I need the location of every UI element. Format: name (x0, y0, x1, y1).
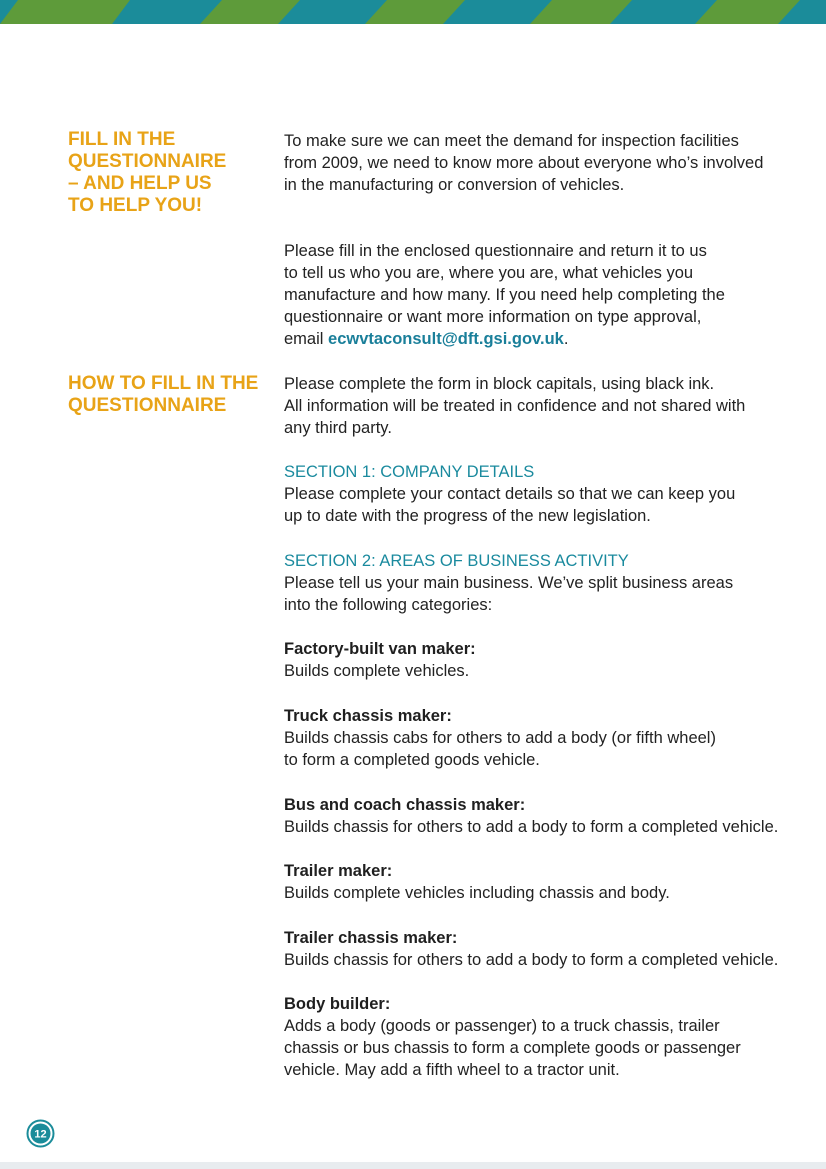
section-2-text: Please tell us your main business. We’ve split business areas into the following categories: (284, 574, 734, 614)
category-text: Builds complete vehicles including chassis and body. (284, 884, 670, 902)
category-text: Adds a body (goods or passenger) to a truck chassis, trailer chassis or bus chassis to form a complete goods or passenger vehicle. May add a fifth wheel to a tractor unit. (284, 1017, 741, 1079)
email-suffix: . (563, 330, 569, 348)
top-decorative-band (0, 0, 826, 24)
category-title: Truck chassis maker: (284, 707, 452, 725)
category-title: Body builder: (284, 995, 391, 1013)
section-1-text: Please complete your contact details so that we can keep you up to date with the progress of the new legislation. (284, 485, 736, 525)
category-title: Bus and coach chassis maker: (284, 796, 526, 814)
category-title: Factory-built van maker: (284, 640, 476, 658)
category-text: Builds complete vehicles. (284, 662, 470, 680)
page-number: 12 (34, 1128, 47, 1141)
section-2-title: SECTION 2: AREAS OF BUSINESS ACTIVITY (284, 552, 629, 570)
category-text: Builds chassis for others to add a body to form a completed vehicle. (284, 951, 779, 969)
contact-email-link[interactable]: ecwvtaconsult@dft.gsi.gov.uk (328, 330, 564, 348)
email-prefix: email (284, 330, 329, 348)
band-stripe (0, 0, 130, 24)
fill-in-para-1: To make sure we can meet the demand for inspection facilities from 2009, we need to know more about everyone who’s involved in the manufacturing or conversion of vehicles. (284, 132, 764, 194)
category-text: Builds chassis for others to add a body to form a completed vehicle. (284, 818, 779, 836)
how-to-heading: HOW TO FILL IN THE QUESTIONNAIRE (68, 373, 259, 416)
fill-in-heading: FILL IN THE QUESTIONNAIRE – AND HELP US TO HELP YOU! (68, 129, 227, 216)
bottom-edge (0, 1162, 826, 1169)
section-1-title: SECTION 1: COMPANY DETAILS (284, 463, 535, 481)
page-number-badge (26, 1119, 55, 1148)
how-to-intro: Please complete the form in block capitals, using black ink. All information will be treated in confidence and not shared with any third party. (284, 375, 746, 437)
fill-in-para-2-text: Please fill in the enclosed questionnaire and return it to us to tell us who you are, where you are, what vehicles you manufacture and how many. If you need help completing the questionnaire or want more information on type approval, (284, 242, 725, 326)
fill-in-para-2 (284, 218, 804, 350)
category-title: Trailer chassis maker: (284, 929, 458, 947)
category-title: Trailer maker: (284, 862, 393, 880)
category-text: Builds chassis cabs for others to add a body (or fifth wheel) to form a completed goods vehicle. (284, 729, 716, 769)
